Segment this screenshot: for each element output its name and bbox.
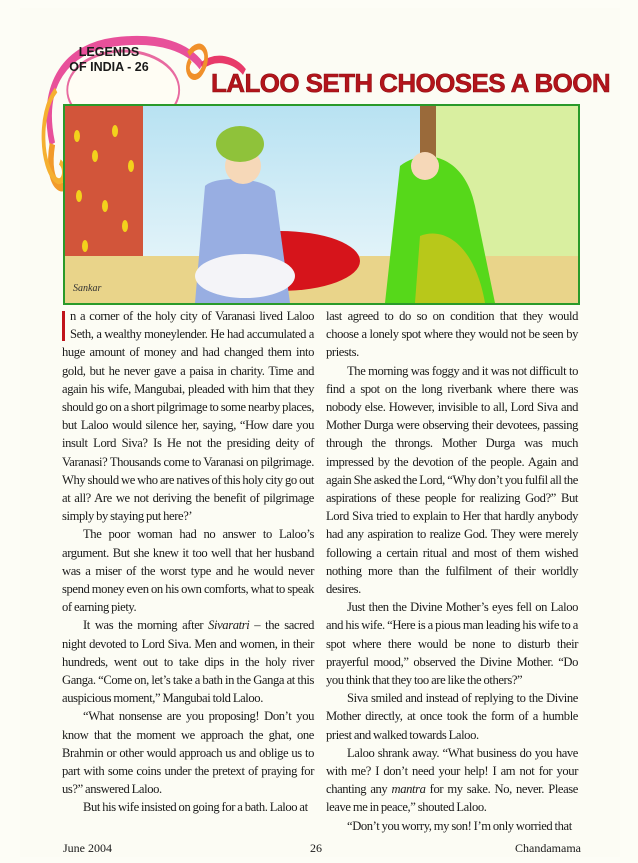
paragraph-text: The poor woman had no answer to Laloo’s argument. But she knew it too well that her husband was a miser of the worst type and he would never spend money even on his own comforts, what to speak of earning piety. xyxy=(62,527,314,615)
paragraph xyxy=(326,598,578,689)
paragraph-text: “Don’t you worry, my son! I’m only worried that xyxy=(347,818,572,833)
series-badge-line1: LEGENDS xyxy=(78,45,140,59)
italic-term: mantra xyxy=(391,782,426,797)
paragraph xyxy=(326,689,578,744)
paragraph-text: But his wife insisted on going for a bath. Laloo at xyxy=(83,800,308,815)
paragraph-text: for my sake. No, never. Please leave me in peace,” shouted Laloo. xyxy=(326,782,578,815)
series-badge xyxy=(66,45,152,75)
illustration-scene xyxy=(65,106,578,303)
paragraph-text: – the sacred night devoted to Lord Siva. Men and women, in their hundreds, went out to take dips in the holy river Ganga. “Come on, let’s take a bath in the Ganga at this auspicious moment,” Mangubai told Laloo. xyxy=(62,618,314,706)
paragraph-text: “What nonsense are you proposing! Don’t you know that the moment we approach the ghat, one Brahmin or other would approach us and oblige us to part with some coins under the pretext of praying for us?” answered Laloo. xyxy=(62,709,314,797)
paragraph xyxy=(326,817,578,835)
footer-magazine-name: Chandamama xyxy=(515,841,581,855)
story-title: LALOO SETH CHOOSES A BOON xyxy=(211,68,611,98)
drop-cap-bar xyxy=(62,311,65,341)
paragraph-text: n a corner of the holy city of Varanasi lived Laloo Seth, a wealthy moneylender. He had accumulated a huge amount of money and had changed them into gold, but he never gave a paisa in charity. Time and again his wife, Mangubai, pleaded with him that they should go on a short pilgrimage to some nearby places, but Laloo would silence her, saying, “How dare you insult Lord Siva? Is He not the presiding deity of Varanasi? Thousands come to Varanasi on pilgrimage. Why should we who are natives of this holy city go out at all? Are we not deriving the benefit of pilgrimage simply by staying put here?’ xyxy=(62,309,314,524)
paragraph xyxy=(326,362,578,599)
italic-term: Sivaratri xyxy=(208,618,250,633)
paragraph xyxy=(62,525,314,616)
footer-date: June 2004 xyxy=(63,841,112,855)
turban xyxy=(216,126,264,162)
text-column-left xyxy=(62,307,314,817)
paragraph-text: Laloo shrank away. “What business do you have with me? I don’t need your help! I am not for your chanting any xyxy=(326,745,578,797)
paragraph xyxy=(326,744,578,817)
paragraph-text: Siva smiled and instead of replying to the Divine Mother directly, at once took the form of a humble priest and walked towards Laloo. xyxy=(326,691,578,742)
paragraph-text: last agreed to do so on condition that they would choose a lonely spot where they would not be seen by priests. xyxy=(326,309,578,360)
paragraph-text: The morning was foggy and it was not difficult to find a spot on the long riverbank where there was nobody else. However, invisible to all, Lord Siva and Mother Durga were observing their devotees, passing through the throngs. Mother Durga was much impressed by the devotion of the people. Again and again She asked the Lord, “Why don’t you fulfil all the aspirations of these people for realizing God?” But Lord Siva tried to explain to Her that hardly anybody had any aspiration to realize God. They were merely following a certain ritual and most of them wished nothing more than the fulfilment of their worldly desires. xyxy=(326,363,578,597)
story-illustration xyxy=(63,104,580,305)
series-badge-line2: OF INDIA - 26 xyxy=(69,60,149,74)
paragraph-text: It was the morning after xyxy=(83,618,209,633)
paragraph xyxy=(62,307,314,525)
paragraph xyxy=(326,307,578,362)
paragraph-text: Just then the Divine Mother’s eyes fell on Laloo and his wife. “Here is a pious man leading his wife to a spot where there would be none to disturb their prayerful mood,” observed the Divine Mother. “Do you think that they too are like the others?” xyxy=(326,600,578,688)
paragraph xyxy=(62,798,314,816)
artist-signature: Sankar xyxy=(73,283,102,294)
paragraph xyxy=(62,616,314,707)
footer-page-number: 26 xyxy=(310,841,322,855)
text-column-right xyxy=(326,307,578,835)
